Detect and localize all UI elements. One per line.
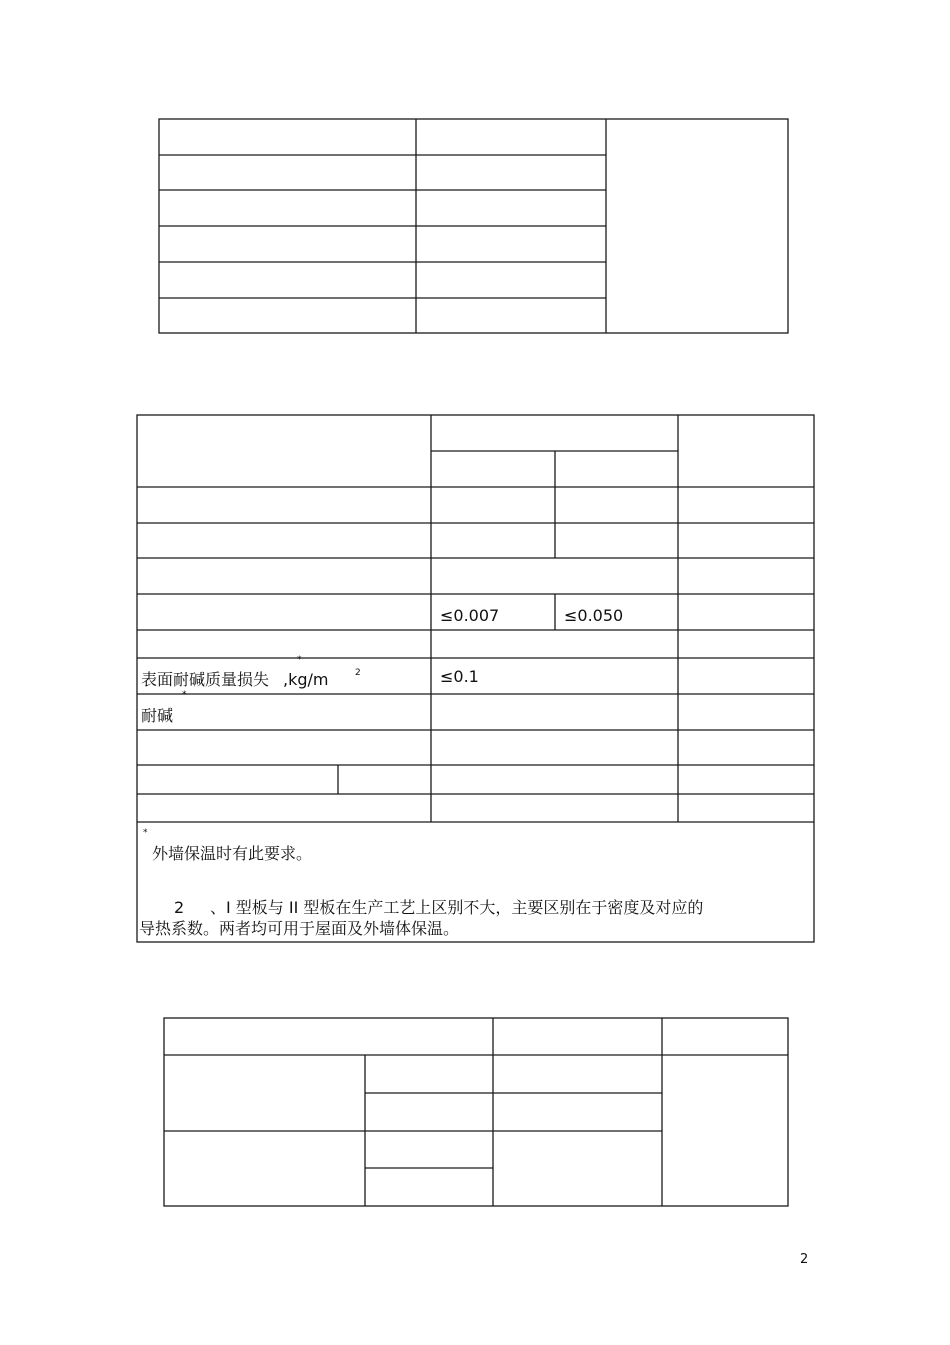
- density-value-1: ≤0.007: [440, 606, 500, 625]
- alkali-loss-unit: ,kg/m: [283, 670, 329, 689]
- page-number: 2: [800, 1252, 809, 1267]
- note-2-number: 2: [174, 898, 185, 917]
- alkali-loss-label: [141, 670, 329, 690]
- alkali-loss-marker: *: [297, 655, 302, 665]
- alkali-label: 耐碱: [141, 706, 174, 725]
- alkali-loss-unit-sup: 2: [355, 668, 361, 678]
- note-1: 外墙保温时有此要求。: [152, 844, 313, 863]
- note-2-line-1: 、I 型板与 II 型板在生产工艺上区别不大，主要区别在于密度及对应的: [210, 898, 704, 917]
- alkali-marker: *: [182, 690, 187, 700]
- alkali-loss-value: ≤0.1: [440, 667, 479, 686]
- note-2-line-2: 导热系数。两者均可用于屋面及外墙体保温。: [139, 919, 460, 938]
- table-1-grid: [159, 119, 788, 333]
- density-value-2: ≤0.050: [564, 606, 624, 625]
- table-3-grid: [164, 1018, 788, 1206]
- alkali-loss-label-text: 表面耐碱质量损失: [141, 670, 270, 689]
- note-marker: *: [143, 828, 148, 838]
